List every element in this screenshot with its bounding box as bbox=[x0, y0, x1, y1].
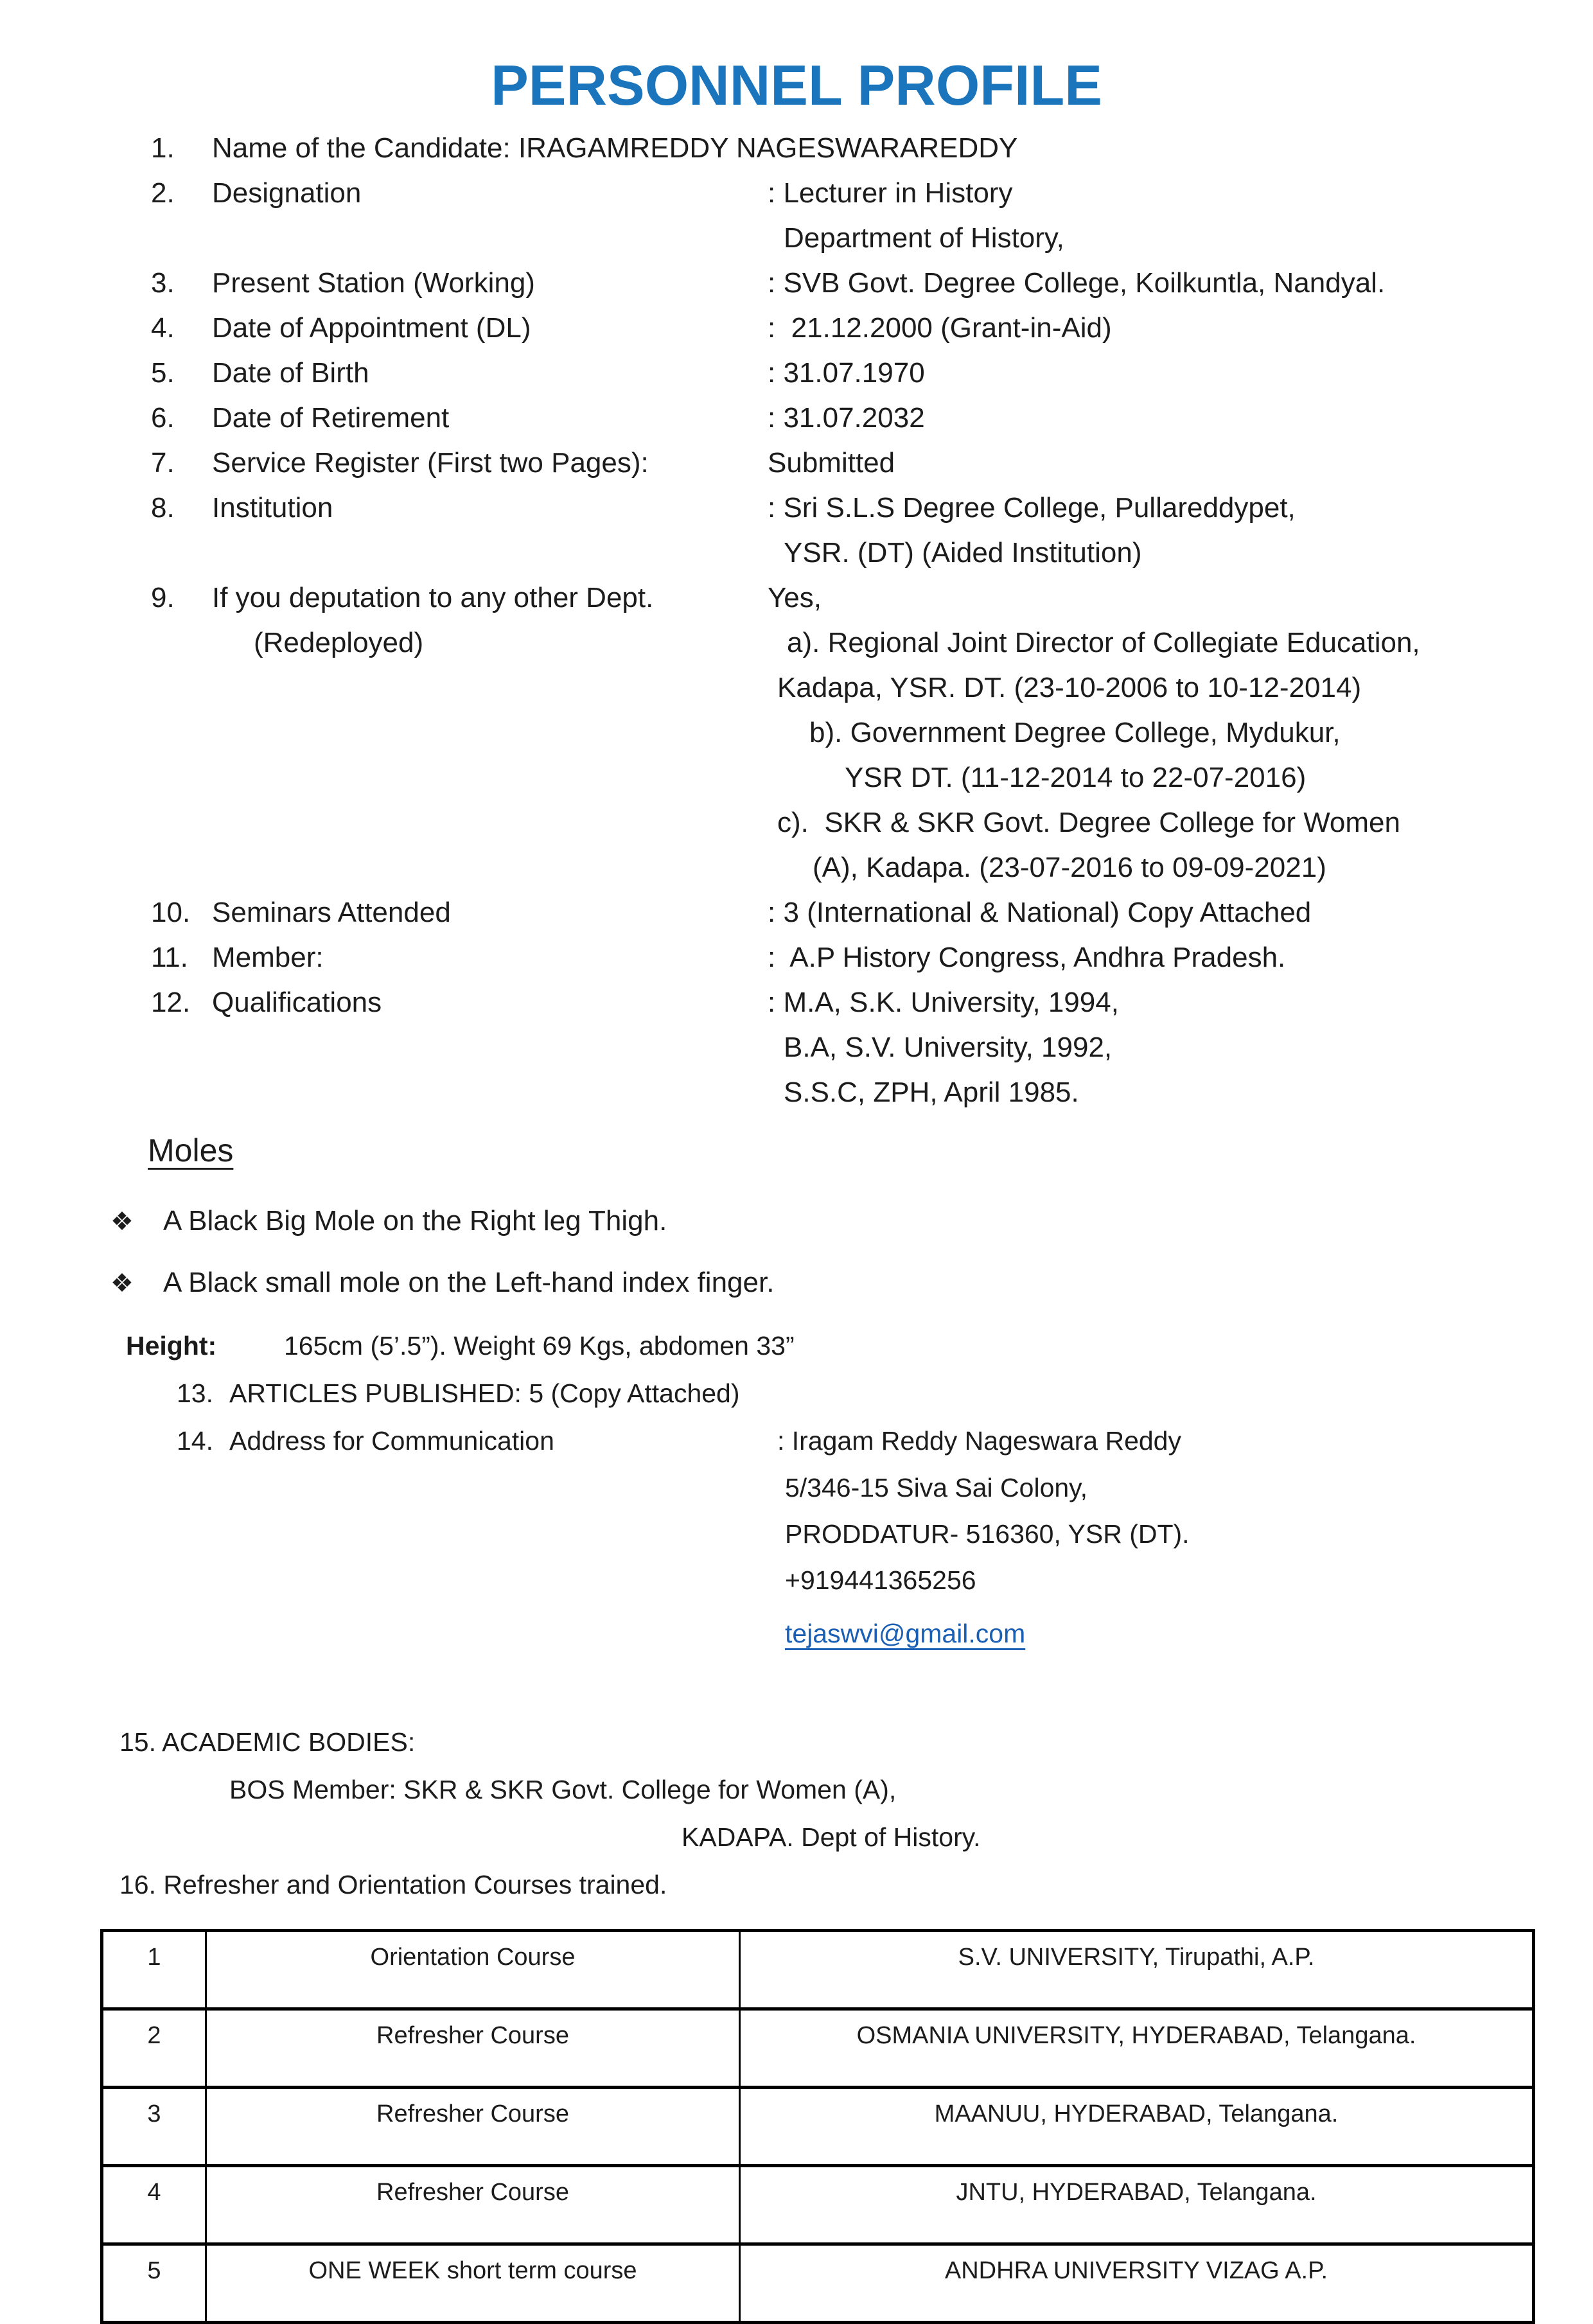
item-number: 3. bbox=[151, 267, 175, 299]
profile-item-9-cont bbox=[0, 800, 1593, 845]
physical-stats-row bbox=[0, 1322, 1593, 1369]
deputation-entry-a-cont: Kadapa, YSR. DT. (23-10-2006 to 10-12-2014) bbox=[777, 672, 1362, 703]
profile-item-2-cont bbox=[0, 216, 1593, 261]
item-value: Yes, bbox=[768, 582, 822, 613]
item-value: : Sri S.L.S Degree College, Pullareddypet, bbox=[768, 492, 1296, 524]
profile-item-9-cont bbox=[0, 845, 1593, 890]
item-label: Present Station (Working) bbox=[212, 267, 535, 299]
item-number: 13. bbox=[177, 1378, 213, 1408]
profile-item-9-cont bbox=[0, 710, 1593, 755]
item-label: Service Register (First two Pages): bbox=[212, 447, 649, 479]
email-link[interactable]: tejaswvi@gmail.com bbox=[785, 1619, 1026, 1648]
address-name: : Iragam Reddy Nageswara Reddy bbox=[777, 1426, 1181, 1456]
item-value: : SVB Govt. Degree College, Koilkuntla, Nandyal. bbox=[768, 267, 1386, 299]
item-label: Designation bbox=[212, 177, 362, 209]
item-label: Member: bbox=[212, 942, 324, 973]
item-label: Institution bbox=[212, 492, 333, 524]
cell-university: JNTU, HYDERABAD, Telangana. bbox=[740, 2166, 1534, 2244]
mole-text: A Black Big Mole on the Right leg Thigh. bbox=[163, 1205, 667, 1237]
item-label: Date of Appointment (DL) bbox=[212, 312, 531, 344]
lower-section bbox=[0, 1322, 1593, 2324]
item-number: 8. bbox=[151, 492, 175, 524]
cell-university: OSMANIA UNIVERSITY, HYDERABAD, Telangana. bbox=[740, 2009, 1534, 2088]
item-number: 9. bbox=[151, 582, 175, 613]
height-label: Height: bbox=[126, 1331, 217, 1360]
profile-item-12-cont bbox=[0, 1025, 1593, 1070]
profile-item-9 bbox=[0, 576, 1593, 621]
bos-member-line-cont: KADAPA. Dept of History. bbox=[682, 1822, 981, 1852]
cell-university: MAANUU, HYDERABAD, Telangana. bbox=[740, 2088, 1534, 2166]
profile-item-9-redeployed bbox=[0, 621, 1593, 665]
profile-list bbox=[0, 126, 1593, 1115]
table-row bbox=[102, 2088, 1534, 2166]
articles-text: ARTICLES PUBLISHED: 5 (Copy Attached) bbox=[229, 1378, 740, 1408]
item-number: 14. bbox=[177, 1426, 213, 1456]
item-value: : 21.12.2000 (Grant-in-Aid) bbox=[768, 312, 1112, 344]
cell-course-name: Refresher Course bbox=[206, 2009, 740, 2088]
item-number: 5. bbox=[151, 357, 175, 389]
item-label: Qualifications bbox=[212, 987, 382, 1018]
moles-heading: Moles bbox=[148, 1132, 234, 1168]
item-label: Date of Birth bbox=[212, 357, 369, 389]
profile-item-8 bbox=[0, 486, 1593, 531]
profile-item-5 bbox=[0, 351, 1593, 396]
profile-item-12-cont bbox=[0, 1070, 1593, 1115]
profile-item-7 bbox=[0, 441, 1593, 486]
diamond-bullet-icon: ❖ bbox=[110, 1269, 134, 1298]
bos-member-line: BOS Member: SKR & SKR Govt. College for Women (A), bbox=[229, 1775, 897, 1804]
profile-item-12 bbox=[0, 980, 1593, 1025]
item-sub-label: (Redeployed) bbox=[254, 627, 424, 658]
address-line: 5/346-15 Siva Sai Colony, bbox=[785, 1473, 1088, 1502]
profile-item-9-cont bbox=[0, 665, 1593, 710]
address-row bbox=[0, 1417, 1593, 1465]
item-value: : Lecturer in History bbox=[768, 177, 1013, 209]
cell-serial-number: 3 bbox=[102, 2088, 206, 2166]
item-value: : 31.07.2032 bbox=[768, 402, 925, 434]
profile-item-8-cont bbox=[0, 531, 1593, 576]
cell-serial-number: 4 bbox=[102, 2166, 206, 2244]
item-value-continuation: S.S.C, ZPH, April 1985. bbox=[784, 1077, 1079, 1108]
mole-item bbox=[0, 1199, 1593, 1244]
page-title: PERSONNEL PROFILE bbox=[491, 53, 1102, 117]
physical-stats-text: 165cm (5’.5”). Weight 69 Kgs, abdomen 33” bbox=[284, 1331, 795, 1360]
mole-text: A Black small mole on the Left-hand index finger. bbox=[163, 1267, 775, 1298]
item-number: 1. bbox=[151, 132, 175, 164]
item-number: 4. bbox=[151, 312, 175, 344]
item-number: 2. bbox=[151, 177, 175, 209]
cell-course-name: Refresher Course bbox=[206, 2166, 740, 2244]
deputation-entry-c: c). SKR & SKR Govt. Degree College for Women bbox=[777, 807, 1400, 838]
profile-item-10 bbox=[0, 890, 1593, 935]
item-label: Name of the Candidate: IRAGAMREDDY NAGESWARAREDDY bbox=[212, 132, 1018, 164]
courses-heading: 16. Refresher and Orientation Courses trained. bbox=[119, 1870, 667, 1899]
item-value-continuation: Department of History, bbox=[784, 222, 1064, 254]
item-number: 10. bbox=[151, 897, 191, 928]
address-line: PRODDATUR- 516360, YSR (DT). bbox=[785, 1519, 1190, 1549]
item-number: 6. bbox=[151, 402, 175, 434]
item-number: 7. bbox=[151, 447, 175, 479]
cell-university: ANDHRA UNIVERSITY VIZAG A.P. bbox=[740, 2244, 1534, 2323]
profile-item-2 bbox=[0, 171, 1593, 216]
item-value: : 3 (International & National) Copy Attached bbox=[768, 897, 1312, 928]
cell-course-name: Refresher Course bbox=[206, 2088, 740, 2166]
deputation-entry-c-cont: (A), Kadapa. (23-07-2016 to 09-09-2021) bbox=[813, 852, 1326, 883]
deputation-entry-a: a). Regional Joint Director of Collegiate Education, bbox=[787, 627, 1420, 658]
articles-published-row bbox=[0, 1369, 1593, 1417]
table-row bbox=[102, 2244, 1534, 2323]
profile-item-1 bbox=[0, 126, 1593, 171]
profile-item-6 bbox=[0, 396, 1593, 441]
cell-university: S.V. UNIVERSITY, Tirupathi, A.P. bbox=[740, 1931, 1534, 2009]
email-row bbox=[785, 1610, 1593, 1657]
table-row bbox=[102, 2166, 1534, 2244]
item-value: Submitted bbox=[768, 447, 895, 479]
cell-serial-number: 5 bbox=[102, 2244, 206, 2323]
deputation-entry-b: b). Government Degree College, Mydukur, bbox=[809, 717, 1341, 748]
item-value: : A.P History Congress, Andhra Pradesh. bbox=[768, 942, 1286, 973]
item-label: Date of Retirement bbox=[212, 402, 450, 434]
profile-item-11 bbox=[0, 935, 1593, 980]
courses-table bbox=[100, 1929, 1535, 2324]
item-value-continuation: B.A, S.V. University, 1992, bbox=[784, 1032, 1113, 1063]
profile-item-9-cont bbox=[0, 755, 1593, 800]
cell-course-name: Orientation Course bbox=[206, 1931, 740, 2009]
item-value-continuation: YSR. (DT) (Aided Institution) bbox=[784, 537, 1142, 568]
table-row bbox=[102, 1931, 1534, 2009]
diamond-bullet-icon: ❖ bbox=[110, 1208, 134, 1236]
mole-item bbox=[0, 1260, 1593, 1306]
academic-bodies-heading: 15. ACADEMIC BODIES: bbox=[119, 1727, 416, 1757]
item-value: : 31.07.1970 bbox=[768, 357, 925, 389]
item-label: If you deputation to any other Dept. bbox=[212, 582, 654, 613]
table-row bbox=[102, 2009, 1534, 2088]
item-value: : M.A, S.K. University, 1994, bbox=[768, 987, 1119, 1018]
address-label: Address for Communication bbox=[229, 1426, 554, 1456]
profile-item-4 bbox=[0, 306, 1593, 351]
cell-serial-number: 2 bbox=[102, 2009, 206, 2088]
profile-item-3 bbox=[0, 261, 1593, 306]
cell-serial-number: 1 bbox=[102, 1931, 206, 2009]
cell-course-name: ONE WEEK short term course bbox=[206, 2244, 740, 2323]
deputation-entry-b-cont: YSR DT. (11-12-2014 to 22-07-2016) bbox=[845, 762, 1307, 793]
item-number: 11. bbox=[151, 942, 188, 973]
item-label: Seminars Attended bbox=[212, 897, 451, 928]
item-number: 12. bbox=[151, 987, 191, 1018]
address-phone: +919441365256 bbox=[785, 1565, 976, 1595]
